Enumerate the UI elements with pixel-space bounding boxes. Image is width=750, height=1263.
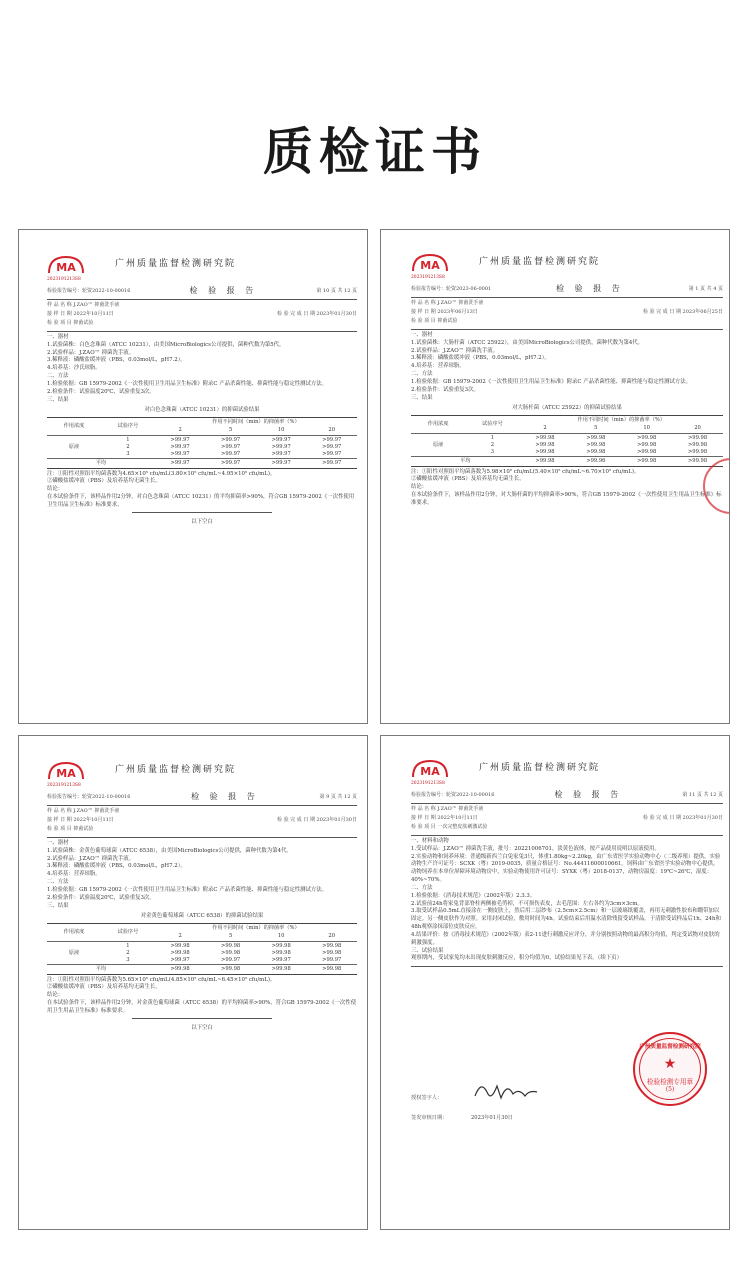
seq-cell: 2 xyxy=(490,442,495,449)
value-cell: >99.97 xyxy=(170,436,190,443)
test-item: 检 验 项 目 抑菌试验 xyxy=(47,825,94,832)
col-seq: 试验序号 xyxy=(482,421,503,428)
value-cell: >99.97 xyxy=(221,436,241,443)
body-line: 一、材料和动物 xyxy=(411,837,449,844)
received-date: 接 样 日 期 2022年10月11日 xyxy=(47,816,114,823)
cert-code: 2023191213S8 xyxy=(411,781,445,786)
value-cell: >99.97 xyxy=(170,957,190,964)
body-line: 二、方法 xyxy=(411,371,433,378)
note-line: 在本试验条件下，该样品作用2分钟，对大肠杆菌的平均抑菌率>90%，符合GB 15979-2002《一次性使用卫生用品卫生标准》标准要求。 xyxy=(411,492,722,506)
cert-code: 2023191213S8 xyxy=(411,275,445,280)
time-col: 20 xyxy=(328,427,336,434)
value-cell: >99.98 xyxy=(170,942,190,949)
seal-title: 广州质量监督检测研究院 xyxy=(639,1044,701,1050)
svg-text:MA: MA xyxy=(420,765,440,778)
value-cell: >99.97 xyxy=(322,957,342,964)
note-line: 注：①阳性对照组平均菌落数为5.98×10⁵ cfu/mL(5.40×10⁵ cfu/mL~6.70×10⁵ cfu/mL)。 xyxy=(411,468,640,475)
body-line: 二、方法 xyxy=(47,879,69,886)
end-marker: 以下空白 xyxy=(191,1024,213,1031)
body-line: 1.受试样品：J.ZAO™ 抑菌洗手液，批号：20221006701，淡黄色液体，按产品使用说明以原液使用。 xyxy=(411,845,660,852)
col-group: 作用不同时间（min）的抑菌率（%） xyxy=(212,924,300,931)
results-table xyxy=(411,415,723,466)
svg-text:MA: MA xyxy=(420,259,440,272)
body-line: 1.检验依据：GB 15979-2002《一次性使用卫生用品卫生标准》附录C 产品杀菌性能、抑菌性能与稳定性测试方法。 xyxy=(411,378,692,385)
sample-name: 样 品 名 称 J.ZAO™ 抑菌洗手液 xyxy=(47,301,120,308)
body-line: 观察期内，受试家兔均未出现皮肤刺激反应，积分均值为0，试验结果见下表。（续下页） xyxy=(411,955,622,962)
cert-code: 2023191213S8 xyxy=(47,783,81,788)
report-title: 检 验 报 告 xyxy=(189,286,258,296)
report-no: 检验报告编号：轮资2022-10-00016 xyxy=(411,791,495,798)
completed-date: 检 验 完 成 日 期 2023年01月30日 xyxy=(277,310,357,317)
value-cell: >99.98 xyxy=(535,442,555,449)
time-col: 5 xyxy=(228,933,233,940)
certificate-page-2 xyxy=(380,229,730,724)
avg-cell: >99.97 xyxy=(271,459,291,466)
time-col: 2 xyxy=(543,425,547,432)
seq-cell: 1 xyxy=(126,436,130,443)
avg-cell: >99.98 xyxy=(170,965,190,972)
avg-cell: >99.98 xyxy=(637,457,657,464)
institute-name: 广州质量监督检测研究院 xyxy=(115,259,237,270)
value-cell: >99.97 xyxy=(271,451,291,458)
value-cell: >99.97 xyxy=(322,444,342,451)
body-line: 二、方法 xyxy=(411,884,433,891)
handwritten-signature xyxy=(471,1076,541,1106)
body-line: 4.培养基：沙氏琼脂。 xyxy=(47,365,101,372)
cma-logo xyxy=(411,253,449,273)
body-line: 3.稀释液：磷酸盐缓冲液（PBS，0.03mol/L，pH7.2）。 xyxy=(47,357,186,364)
col-seq: 试验序号 xyxy=(117,423,139,430)
conc-cell: 原液 xyxy=(68,950,80,957)
body-line: 1.试验菌株：大肠杆菌（ATCC 25922），由美国MicroBiologics公司提供，菌种代数为第4代。 xyxy=(411,339,644,346)
avg-cell: >99.98 xyxy=(221,965,241,972)
value-cell: >99.98 xyxy=(687,434,708,441)
value-cell: >99.98 xyxy=(271,942,291,949)
value-cell: >99.97 xyxy=(221,451,241,458)
value-cell: >99.98 xyxy=(586,434,606,441)
seq-cell: 1 xyxy=(490,434,495,441)
value-cell: >99.98 xyxy=(271,950,291,957)
body-line: 4.培养基：营养琼脂。 xyxy=(411,363,465,370)
value-cell: >99.97 xyxy=(221,444,241,451)
certificate-page-1 xyxy=(18,229,368,724)
cma-logo xyxy=(47,761,85,781)
body-line: 4.培养基：营养琼脂。 xyxy=(47,871,101,878)
completed-date: 检 验 完 成 日 期 2023年06月25日 xyxy=(643,308,723,315)
body-line: 2.检验条件：试验重复3次。 xyxy=(411,386,479,393)
body-line: 2.试验样品：J.ZAO™ 抑菌洗手液。 xyxy=(47,855,135,862)
value-cell: >99.98 xyxy=(687,442,708,449)
body-line: 2.试验样品：J.ZAO™ 抑菌洗手液。 xyxy=(47,349,135,356)
avg-label: 平均 xyxy=(460,457,471,464)
completed-date: 检 验 完 成 日 期 2023年01月30日 xyxy=(277,816,357,823)
report-no: 检验报告编号：轮资2023-06-0001 xyxy=(411,285,492,292)
seq-cell: 3 xyxy=(126,957,130,964)
table-caption: 对大肠杆菌（ATCC 25922）的抑菌试验结果 xyxy=(512,405,622,412)
sample-name: 样 品 名 称 J.ZAO™ 抑菌洗手液 xyxy=(47,807,120,814)
cma-logo xyxy=(47,255,85,275)
report-no: 检验报告编号：轮资2022-10-00016 xyxy=(47,287,131,294)
star-icon: ★ xyxy=(663,1056,677,1072)
received-date: 接 样 日 期 2022年10月11日 xyxy=(411,814,478,821)
table-caption: 对白色念珠菌（ATCC 10231）的抑菌试验结果 xyxy=(144,407,260,414)
col-conc: 作用浓度 xyxy=(427,421,449,428)
body-line: 一、器材 xyxy=(47,333,69,340)
body-line: 1.试验菌株：白色念珠菌（ATCC 10231），由美国MicroBiologics公司提供，菌种代数为第5代。 xyxy=(47,341,285,348)
end-marker: 以下空白 xyxy=(191,518,213,525)
body-line: 2.检验条件：试验温度20℃，试验重复3次。 xyxy=(47,388,155,395)
page-heading: 质检证书 xyxy=(263,123,487,181)
test-item: 检 验 项 目 一次完整皮肤刺激试验 xyxy=(411,823,488,830)
institute-name: 广州质量监督检测研究院 xyxy=(115,765,237,776)
results-table xyxy=(47,417,357,468)
time-col: 20 xyxy=(694,425,701,432)
avg-cell: >99.98 xyxy=(687,457,708,464)
body-line: 1.试验菌株：金黄色葡萄球菌（ATCC 6538），由美国MicroBiologics公司提供，菌种代数为第4代。 xyxy=(47,847,292,854)
value-cell: >99.98 xyxy=(535,449,555,456)
avg-cell: >99.97 xyxy=(221,459,241,466)
test-item: 检 验 项 目 抑菌试验 xyxy=(411,317,458,324)
body-line: 2.试验样品：J.ZAO™ 抑菌洗手液。 xyxy=(411,347,499,354)
sample-name: 样 品 名 称 J.ZAO™ 抑菌洗手液 xyxy=(411,299,484,306)
body-line: 三、结果 xyxy=(47,902,69,909)
note-line: 在本试验条件下，该样品作用2分钟，对白色念珠菌（ATCC 10231）的平均抑菌率>90%，符合GB 15979-2002《一次性使用卫生用品卫生标准》标准要求。 xyxy=(47,494,355,508)
svg-text:MA: MA xyxy=(56,767,76,780)
cert-code: 2023191213S8 xyxy=(47,277,81,282)
col-seq: 试验序号 xyxy=(117,929,139,936)
body-line: 2.实验动物和饲养环境：普通级新西兰白兔家兔3只，体重1.80kg~2.20kg，由广东省医学实验动物中心（二级养殖）提供，实验动物生产许可证号：SCXK（粤）2019-0035，质量合格证号：No.44411600010661。饲料由广东省医学实验动物中心提供，动物饲养在本单位屏障环境动物房中，实验动物使用许可证号：SYXK（粤）2018-0137，动物房温度：19℃~26℃，湿度：40%~70%。 xyxy=(411,853,721,884)
conc-cell: 原液 xyxy=(432,442,444,449)
page-info: 第 9 页 共 12 页 xyxy=(319,793,357,800)
value-cell: >99.98 xyxy=(637,449,657,456)
value-cell: >99.98 xyxy=(586,449,606,456)
results-table xyxy=(47,923,357,974)
value-cell: >99.98 xyxy=(637,442,657,449)
time-col: 10 xyxy=(643,425,650,432)
value-cell: >99.97 xyxy=(170,444,190,451)
body-line: 1.检验依据：GB 15979-2002《一次性使用卫生用品卫生标准》附录C 产品杀菌性能、抑菌性能与稳定性测试方法。 xyxy=(47,886,328,893)
seq-cell: 2 xyxy=(126,444,130,451)
report-no: 检验报告编号：轮资2022-10-00016 xyxy=(47,793,131,800)
time-col: 10 xyxy=(277,427,285,434)
page-info: 第 1 页 共 4 页 xyxy=(688,285,723,292)
body-line: 4.结果评价：按《消毒技术规范》（2002年版）表2-11进行刺激反应评分，并分别按照动物的最高积分均值，判定受试物对皮肤的刺激强度。 xyxy=(411,931,720,946)
certificate-page-4 xyxy=(380,735,730,1230)
sig-date: 2023年01月30日 xyxy=(471,1115,513,1121)
page-info: 第 11 页 共 12 页 xyxy=(682,791,723,798)
avg-cell: >99.98 xyxy=(535,457,555,464)
body-line: 三、结果 xyxy=(47,396,69,403)
certificate-page-3 xyxy=(18,735,368,1230)
time-col: 20 xyxy=(328,933,336,940)
note-line: 结论： xyxy=(47,486,64,493)
body-line: 三、试验结果 xyxy=(411,947,444,954)
value-cell: >99.97 xyxy=(170,451,190,458)
body-line: 3.稀释液：磷酸盐缓冲液（PBS，0.03mol/L，pH7.2）。 xyxy=(411,355,550,362)
body-line: 1.检验依据：《消毒技术规范》（2002年版）2.3.3。 xyxy=(411,892,536,899)
value-cell: >99.98 xyxy=(221,942,241,949)
time-col: 5 xyxy=(228,427,233,434)
body-line: 2.试验前24h将家兔背部脊柱两侧被毛剪掉，不可损伤表皮，去毛范围：左右各约为3cm×3cm。 xyxy=(411,900,643,907)
received-date: 接 样 日 期 2023年06月13日 xyxy=(411,308,478,315)
seal-line1: 检验检测专用章 xyxy=(646,1078,694,1086)
avg-cell: >99.98 xyxy=(322,965,342,972)
time-col: 10 xyxy=(277,933,285,940)
report-title: 检 验 报 告 xyxy=(554,790,623,800)
seq-cell: 2 xyxy=(126,950,130,957)
report-title: 检 验 报 告 xyxy=(556,284,624,294)
value-cell: >99.98 xyxy=(170,950,190,957)
body-line: 2.检验条件：试验温度20℃，试验重复3次。 xyxy=(47,894,155,901)
red-official-seal xyxy=(633,1032,707,1106)
value-cell: >99.98 xyxy=(221,950,241,957)
body-line: 1.检验依据：GB 15979-2002《一次性使用卫生用品卫生标准》附录C 产品杀菌性能、抑菌性能与稳定性测试方法。 xyxy=(47,380,328,387)
value-cell: >99.97 xyxy=(271,444,291,451)
avg-label: 平均 xyxy=(95,965,107,972)
received-date: 接 样 日 期 2022年10月11日 xyxy=(47,310,114,317)
institute-name: 广州质量监督检测研究院 xyxy=(479,257,601,268)
test-item: 检 验 项 目 抑菌试验 xyxy=(47,319,94,326)
value-cell: >99.98 xyxy=(687,449,708,456)
sample-name: 样 品 名 称 J.ZAO™ 抑菌洗手液 xyxy=(411,805,484,812)
seal-line2: (5) xyxy=(665,1086,675,1093)
sig-date-label: 签发审核日期： xyxy=(411,1115,448,1121)
col-group: 作用不同时间（min）的抑菌率（%） xyxy=(212,418,300,425)
seq-cell: 3 xyxy=(490,449,495,456)
avg-cell: >99.97 xyxy=(322,459,342,466)
value-cell: >99.97 xyxy=(322,436,342,443)
avg-cell: >99.96 xyxy=(586,457,606,464)
note-line: 注：①阳性对照组平均菌落数为5.65×10⁵ cfu/mL(4.85×10⁵ cfu/mL~6.45×10⁵ cfu/mL)。 xyxy=(47,976,276,983)
time-col: 5 xyxy=(594,425,598,432)
completed-date: 检 验 完 成 日 期 2023年01月30日 xyxy=(643,814,723,821)
seq-cell: 1 xyxy=(126,942,130,949)
table-caption: 对金黄色葡萄球菌（ATCC 6538）的抑菌试验结果 xyxy=(140,913,264,920)
value-cell: >99.97 xyxy=(271,957,291,964)
value-cell: >99.98 xyxy=(322,950,342,957)
note-line: ②磷酸盐缓冲液（PBS）及培养基均无菌生长。 xyxy=(47,984,161,991)
body-line: 3.取受试样品0.5mL直接涂在一侧皮肤上，然后用二层纱布（2.5cm×2.5cm）和一层玻璃纸覆盖，再用无刺激性胶布和绷带加以固定。另一侧皮肤作为对照。采用封闭试验，敷用时间为4h。试验结束后用温水清除残留受试样品。于清除受试样品后1h、24h和48h观察涂抹部位皮肤反应。 xyxy=(411,908,721,931)
value-cell: >99.97 xyxy=(221,957,241,964)
time-col: 2 xyxy=(178,933,182,940)
note-line: 在本试验条件下，该样品作用2分钟，对金黄色葡萄球菌（ATCC 6538）的平均抑菌率>90%，符合GB 15979-2002《一次性使用卫生用品卫生标准》标准要求。 xyxy=(47,1000,357,1014)
value-cell: >99.97 xyxy=(271,436,291,443)
col-conc: 作用浓度 xyxy=(63,423,85,430)
body-line: 二、方法 xyxy=(47,373,69,380)
avg-cell: >99.98 xyxy=(271,965,291,972)
note-line: 结论： xyxy=(411,484,428,491)
sig-approve-label: 授权签字人： xyxy=(411,1095,443,1101)
institute-name: 广州质量监督检测研究院 xyxy=(479,763,601,774)
value-cell: >99.97 xyxy=(322,451,342,458)
value-cell: >99.98 xyxy=(586,442,606,449)
note-line: ②磷酸盐缓冲液（PBS）及培养基均无菌生长。 xyxy=(47,478,161,485)
body-line: 一、器材 xyxy=(411,331,433,338)
note-line: ②磷酸盐缓冲液（PBS）及培养基均无菌生长。 xyxy=(411,476,525,483)
value-cell: >99.98 xyxy=(637,434,657,441)
body-line: 三、结果 xyxy=(411,394,433,401)
seq-cell: 3 xyxy=(126,451,130,458)
value-cell: >99.98 xyxy=(322,942,342,949)
page-info: 第 10 页 共 12 页 xyxy=(316,287,357,294)
col-group: 作用不同时间（min）的抑菌率（%） xyxy=(577,416,666,423)
body-line: 一、器材 xyxy=(47,839,69,846)
avg-label: 平均 xyxy=(95,459,107,466)
report-title: 检 验 报 告 xyxy=(191,792,259,802)
time-col: 2 xyxy=(178,427,182,434)
body-line: 3.稀释液：磷酸盐缓冲液（PBS，0.03mol/L，pH7.2）。 xyxy=(47,863,186,870)
svg-text:MA: MA xyxy=(56,261,76,274)
cma-logo xyxy=(411,759,449,779)
note-line: 结论： xyxy=(47,992,64,999)
col-conc: 作用浓度 xyxy=(63,929,85,936)
conc-cell: 原液 xyxy=(68,444,80,451)
avg-cell: >99.97 xyxy=(170,459,190,466)
value-cell: >99.98 xyxy=(535,434,555,441)
note-line: 注：①阳性对照组平均菌落数为4.65×10⁵ cfu/mL(3.80×10⁵ cfu/mL~4.95×10⁵ cfu/mL)。 xyxy=(47,470,276,477)
